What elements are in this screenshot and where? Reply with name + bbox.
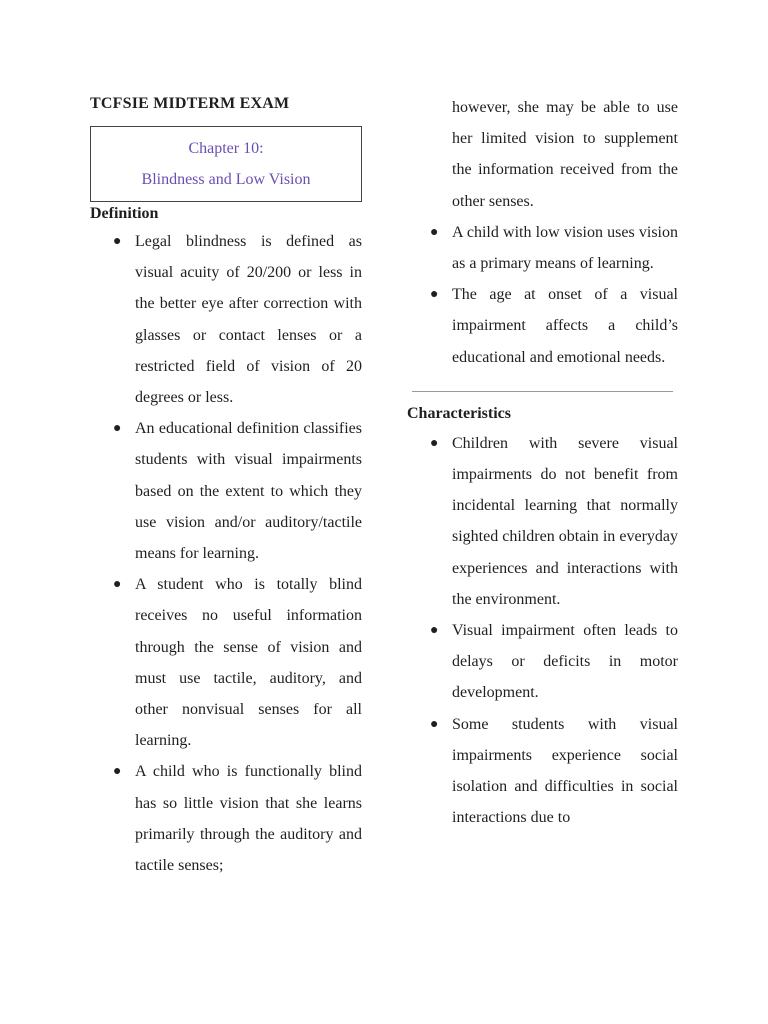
chapter-number: Chapter 10:: [188, 140, 264, 157]
document-title: TCFSIE MIDTERM EXAM: [90, 95, 290, 112]
bullet-icon: ●: [430, 287, 439, 303]
characteristics-item: [407, 615, 678, 709]
definition-item: [90, 413, 362, 569]
definition-item-text: An educational definition classifies students with visual impairments based on the extent to which they use vision and/or auditory/tactile means for learning.: [135, 420, 362, 563]
bullet-icon: ●: [430, 435, 439, 451]
right-column: [407, 92, 678, 833]
definition-item: [90, 226, 362, 413]
definition-item-text: A child with low vision uses vision as a primary means of learning.: [452, 223, 678, 273]
characteristics-item: [407, 428, 678, 615]
definition-heading: Definition: [90, 205, 159, 222]
definition-item: [90, 756, 362, 881]
section-divider: [412, 391, 673, 392]
characteristics-heading: Characteristics: [407, 404, 511, 422]
bullet-icon: ●: [113, 421, 122, 437]
chapter-title-box: [90, 126, 362, 202]
bullet-icon: ●: [430, 716, 439, 732]
characteristics-item-text: Visual impairment often leads to delays or deficits in motor development.: [452, 622, 678, 702]
characteristics-item-text: Children with severe visual impairments do not benefit from incidental learning that normally sighted children obtain in everyday experiences and interactions with the environment.: [452, 434, 678, 608]
definition-item-text: The age at onset of a visual impairment affects a child’s educational and emotional needs.: [452, 286, 678, 366]
bullet-icon: ●: [430, 224, 439, 240]
definition-item: [407, 217, 678, 279]
characteristics-item-text: Some students with visual impairments experience social isolation and difficulties in social interactions due to: [452, 715, 678, 827]
left-column: [90, 92, 362, 881]
definition-list: [90, 226, 362, 881]
definition-item-text: Legal blindness is defined as visual acuity of 20/200 or less in the better eye after correction with glasses or contact lenses or a restricted field of vision of 20 degrees or less.: [135, 233, 362, 407]
bullet-icon: ●: [113, 577, 122, 593]
characteristics-item: [407, 709, 678, 834]
definition-list-continued: [407, 217, 678, 373]
bullet-icon: ●: [113, 234, 122, 249]
bullet-icon: ●: [113, 764, 122, 780]
definition-item: [90, 569, 362, 756]
characteristics-list: [407, 428, 678, 834]
chapter-title: Blindness and Low Vision: [141, 171, 311, 188]
bullet-icon: ●: [430, 623, 439, 639]
definition-item-continued: however, she may be able to use her limited vision to supplement the information received from the other senses.: [452, 99, 678, 210]
definition-item-text: A child who is functionally blind has so little vision that she learns primarily through the auditory and tactile senses;: [135, 763, 362, 875]
definition-item: [407, 279, 678, 373]
definition-item-text: A student who is totally blind receives no useful information through the sense of vision and must use tactile, auditory, and other nonvisual senses for all learning.: [135, 576, 362, 750]
